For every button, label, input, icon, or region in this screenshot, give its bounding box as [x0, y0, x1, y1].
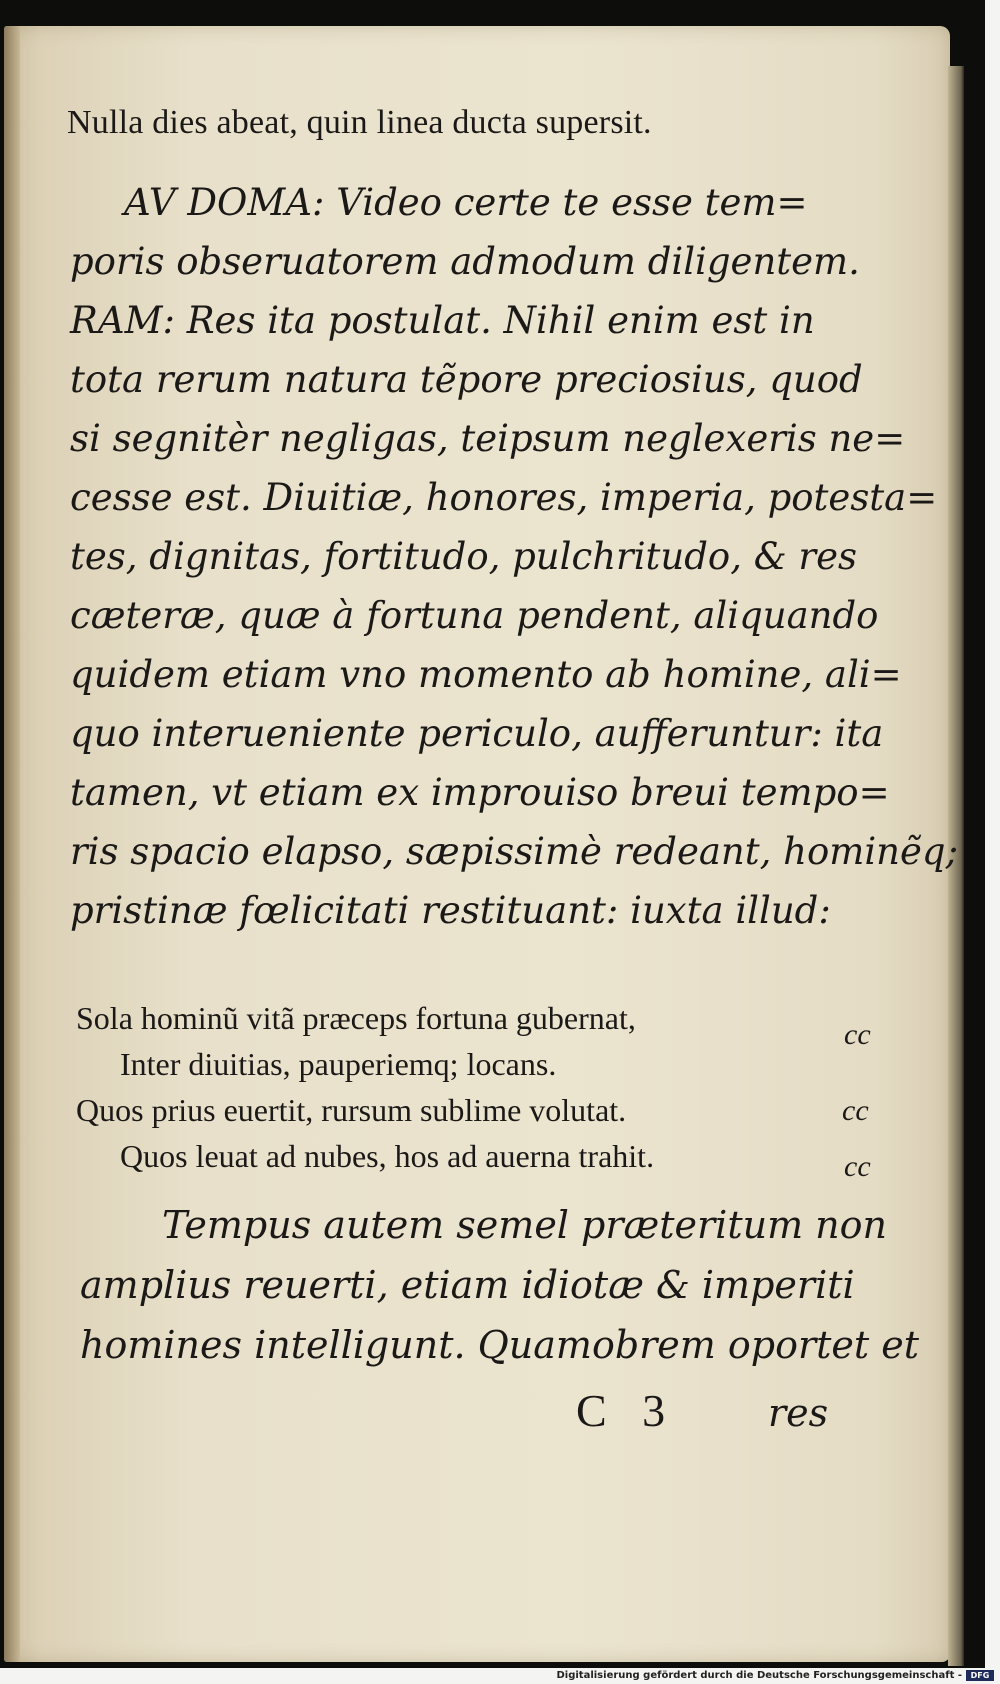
book-page [4, 26, 959, 1662]
dfg-logo: DFG [966, 1670, 994, 1681]
paragraph-1-line-2: poris obseruatorem admodum diligentem. [70, 240, 860, 283]
paragraph-1-line-8: cæteræ, quæ à fortuna pendent, aliquando [70, 594, 879, 637]
paragraph-2-line-3: homines intelligunt. Quamobrem oportet et [80, 1323, 920, 1367]
quotation-mark: cc [844, 1018, 871, 1051]
verse-line-2: Inter diuitias, pauperiemq; locans. [120, 1046, 557, 1082]
paragraph-1-line-13: pristinæ fœlicitati restituant: iuxta illud: [70, 889, 831, 932]
quotation-mark: cc [844, 1150, 871, 1183]
paragraph-1-line-12: ris spacio elapso, sæpissimè redeant, hominẽq; [70, 830, 959, 873]
footer-bar [0, 1668, 1000, 1684]
paragraph-2-line-1: Tempus autem semel præteritum non [162, 1203, 888, 1247]
page-gutter [4, 26, 20, 1662]
signature-mark: C 3 [576, 1385, 678, 1436]
paragraph-1-line-6: cesse est. Diuitiæ, honores, imperia, potesta= [70, 476, 938, 519]
quotation-mark: cc [842, 1094, 869, 1127]
catchword: res [768, 1391, 829, 1435]
verse-line-1: Sola hominũ vitã præceps fortuna gubernat, [76, 1000, 636, 1036]
paragraph-2-line-2: amplius reuerti, etiam idiotæ & imperiti [80, 1263, 855, 1307]
funding-credit: Digitalisierung gefördert durch die Deutsche Forschungsgemeinschaft - [556, 1670, 962, 1681]
paragraph-1-line-10: quo interueniente periculo, aufferuntur: ita [70, 712, 884, 755]
paragraph-1-line-11: tamen, vt etiam ex improuiso breui tempo= [70, 771, 890, 814]
paragraph-1-line-3: RAM: Res ita postulat. Nihil enim est in [70, 299, 815, 342]
verse-line-4: Quos leuat ad nubes, hos ad auerna trahit. [120, 1138, 655, 1174]
paragraph-1-line-7: tes, dignitas, fortitudo, pulchritudo, & res [70, 535, 857, 578]
top-line: Nulla dies abeat, quin linea ducta supersit. [67, 104, 652, 141]
paragraph-1-line-4: tota rerum natura tẽpore preciosius, quod [70, 358, 863, 401]
paragraph-1-line-5: si segnitèr negligas, teipsum neglexeris ne= [70, 417, 906, 460]
paragraph-1-line-9: quidem etiam vno momento ab homine, ali= [70, 653, 902, 696]
paragraph-1-line-1: AV DOMA: Video certe te esse tem= [124, 181, 808, 224]
verse-line-3: Quos prius euertit, rursum sublime volutat. [76, 1092, 627, 1128]
